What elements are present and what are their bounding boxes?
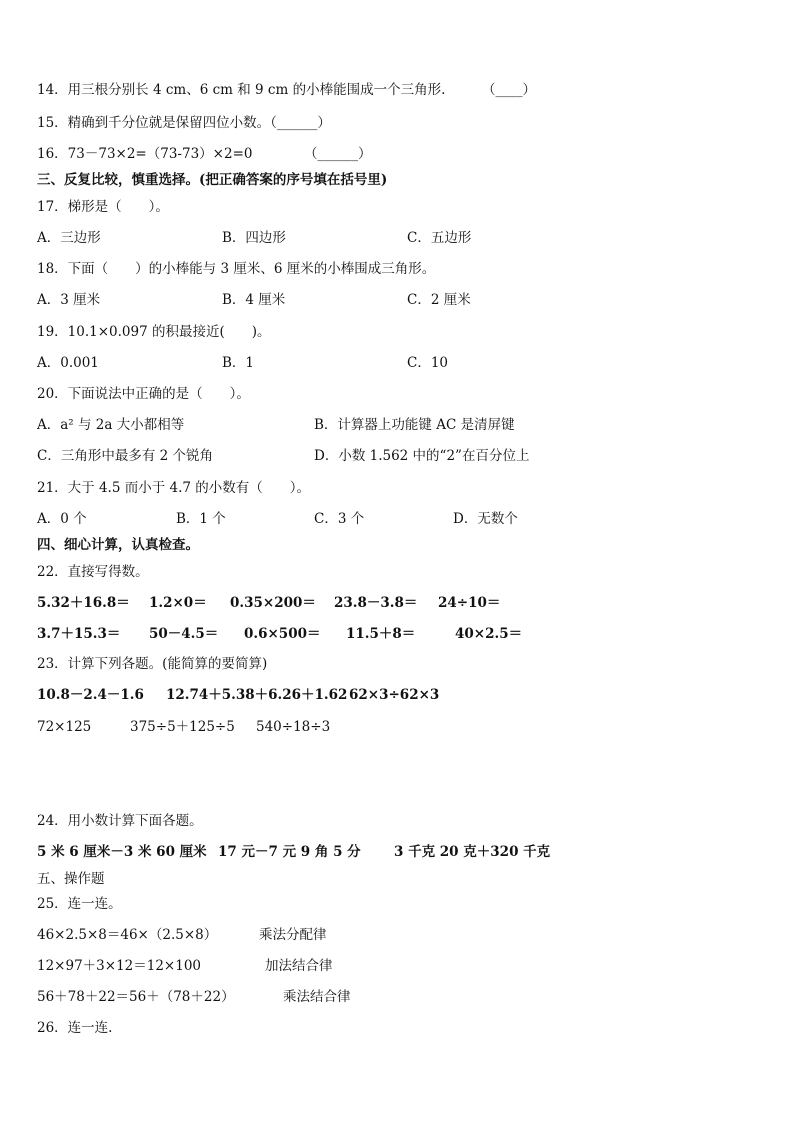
q24-item: 3 千克 20 克＋320 千克 <box>394 844 551 860</box>
q22-item: 5.32＋16.8＝ <box>37 595 130 611</box>
q24-item: 17 元－7 元 9 角 5 分 <box>218 844 361 860</box>
q22-stem: 22．直接写得数。 <box>37 564 149 580</box>
q23-item: 72×125 <box>37 719 92 735</box>
q22-item: 40×2.5＝ <box>455 626 523 642</box>
q17-stem: 17．梯形是（ ）。 <box>37 199 169 215</box>
q21-option-d[interactable]: D．无数个 <box>453 511 518 527</box>
q22-item: 24÷10＝ <box>438 595 501 611</box>
q25-right-item[interactable]: 乘法分配律 <box>259 927 327 943</box>
q17-option-a[interactable]: A．三边形 <box>37 230 101 246</box>
q16-blank[interactable]: （______） <box>304 146 372 162</box>
q25-right-item[interactable]: 加法结合律 <box>265 958 333 974</box>
q24-stem: 24．用小数计算下面各题。 <box>37 813 203 829</box>
q25-left-item[interactable]: 12×97＋3×12＝12×100 <box>37 958 202 974</box>
q19-option-a[interactable]: A．0.001 <box>37 355 99 371</box>
q19-option-b[interactable]: B．1 <box>222 355 255 371</box>
q23-item: 540÷18÷3 <box>256 719 331 735</box>
q25-right-item[interactable]: 乘法结合律 <box>283 989 351 1005</box>
q21-option-b[interactable]: B．1 个 <box>176 511 226 527</box>
q23-item: 12.74＋5.38＋6.26＋1.62 <box>166 687 348 703</box>
q20-option-d[interactable]: D．小数 1.562 中的“2”在百分位上 <box>314 448 530 464</box>
q22-item: 3.7＋15.3＝ <box>37 626 121 642</box>
section-4-heading: 四、细心计算，认真检查。 <box>37 537 199 553</box>
q22-item: 0.35×200＝ <box>230 595 316 611</box>
q18-option-c[interactable]: C．2 厘米 <box>407 292 471 308</box>
q17-option-b[interactable]: B．四边形 <box>222 230 286 246</box>
q21-option-a[interactable]: A．0 个 <box>37 511 87 527</box>
q18-option-b[interactable]: B．4 厘米 <box>222 292 286 308</box>
q21-option-c[interactable]: C．3 个 <box>314 511 365 527</box>
q25-stem: 25．连一连。 <box>37 896 122 912</box>
q23-item: 62×3÷62×3 <box>349 687 440 703</box>
section-5-heading: 五、操作题 <box>37 871 105 887</box>
q20-option-b[interactable]: B．计算器上功能键 AC 是清屏键 <box>314 417 515 433</box>
q19-stem: 19．10.1×0.097 的积最接近( )。 <box>37 324 271 340</box>
q23-item: 10.8－2.4－1.6 <box>37 687 144 703</box>
q22-item: 11.5＋8＝ <box>346 626 416 642</box>
q19-option-c[interactable]: C．10 <box>407 355 449 371</box>
q17-option-c[interactable]: C．五边形 <box>407 230 472 246</box>
q23-stem: 23．计算下列各题。(能简算的要简算) <box>37 656 268 672</box>
q15-text: 15．精确到千分位就是保留四位小数。（______） <box>37 115 331 131</box>
q22-item: 23.8－3.8＝ <box>334 595 418 611</box>
q14-blank[interactable]: （____） <box>482 82 536 98</box>
q20-stem: 20．下面说法中正确的是（ ）。 <box>37 386 250 402</box>
section-3-heading: 三、反复比较，慎重选择。(把正确答案的序号填在括号里) <box>37 172 388 188</box>
q16-text: 16．73－73×2=（73-73）×2=0 <box>37 146 253 162</box>
q21-stem: 21．大于 4.5 而小于 4.7 的小数有（ ）。 <box>37 480 311 496</box>
q24-item: 5 米 6 厘米－3 米 60 厘米 <box>37 844 207 860</box>
q14-text: 14．用三根分别长 4 cm、6 cm 和 9 cm 的小棒能围成一个三角形. <box>37 82 446 98</box>
q20-option-a[interactable]: A．a² 与 2a 大小都相等 <box>37 417 185 433</box>
q20-option-c[interactable]: C．三角形中最多有 2 个锐角 <box>37 448 214 464</box>
q18-option-a[interactable]: A．3 厘米 <box>37 292 101 308</box>
q18-stem: 18．下面（ ）的小棒能与 3 厘米、6 厘米的小棒围成三角形。 <box>37 261 436 277</box>
q26-stem: 26．连一连. <box>37 1020 113 1036</box>
q22-item: 0.6×500＝ <box>244 626 321 642</box>
q22-item: 50－4.5＝ <box>149 626 219 642</box>
q23-item: 375÷5＋125÷5 <box>130 719 235 735</box>
q25-left-item[interactable]: 56＋78＋22＝56＋（78＋22） <box>37 989 235 1005</box>
q25-left-item[interactable]: 46×2.5×8＝46×（2.5×8） <box>37 927 218 943</box>
q22-item: 1.2×0＝ <box>149 595 207 611</box>
